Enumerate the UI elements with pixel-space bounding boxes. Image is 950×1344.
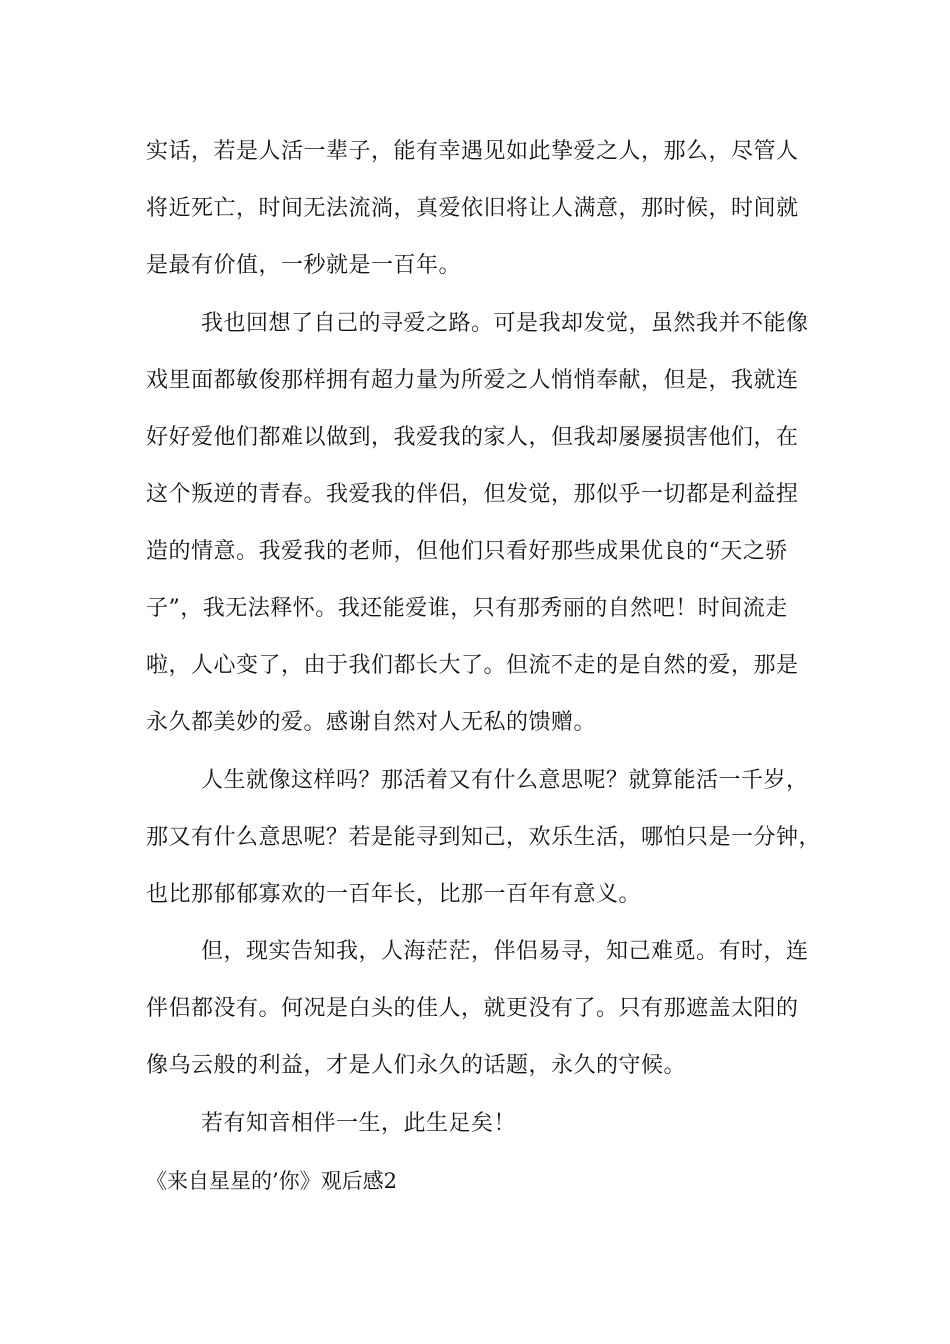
paragraph-4-line-1: 但，现实告知我，人海茫茫，伴侣易寻，知己难觅。有时，连 <box>201 939 809 964</box>
paragraph-2-line-2: 戏里面都敏俊那样拥有超力量为所爱之人悄悄奉献，但是，我就连 <box>146 368 799 393</box>
paragraph-2-line-8: 永久都美妙的爱。感谢自然对人无私的馈赠。 <box>146 710 597 735</box>
paragraph-2-line-3: 好好爱他们都难以做到，我爱我的家人，但我却屡屡损害他们，在 <box>146 425 799 450</box>
paragraph-3-line-1: 人生就像这样吗？那活着又有什么意思呢？就算能活一千岁， <box>201 768 809 793</box>
paragraph-5-line-1: 若有知音相伴一生，此生足矣！ <box>201 1111 517 1136</box>
paragraph-2-line-1: 我也回想了自己的寻爱之路。可是我却发觉，虽然我并不能像 <box>201 311 809 336</box>
paragraph-4-line-3: 像乌云般的利益，才是人们永久的话题，永久的守候。 <box>146 1053 687 1078</box>
paragraph-1-line-3: 是最有价值，一秒就是一百年。 <box>146 253 462 278</box>
paragraph-3-line-2: 那又有什么意思呢？若是能寻到知己，欢乐生活，哪怕只是一分钟， <box>146 825 822 850</box>
section-heading: 《来自星星的’你》观后感2 <box>146 1169 398 1193</box>
paragraph-3-line-3: 也比那郁郁寡欢的一百年长，比那一百年有意义。 <box>146 882 642 907</box>
paragraph-2-line-7: 啦，人心变了，由于我们都长大了。但流不走的是自然的爱，那是 <box>146 653 799 678</box>
paragraph-1-line-2: 将近死亡，时间无法流淌，真爱依旧将让人满意，那时候，时间就 <box>146 196 799 221</box>
paragraph-2-line-6: 子”，我无法释怀。我还能爱谁，只有那秀丽的自然吧！时间流走 <box>146 596 788 621</box>
paragraph-4-line-2: 伴侣都没有。何况是白头的佳人，就更没有了。只有那遮盖太阳的 <box>146 996 799 1021</box>
paragraph-2-line-5: 造的情意。我爱我的老师，但他们只看好那些成果优良的“天之骄 <box>146 539 788 564</box>
paragraph-1-line-1: 实话，若是人活一辈子，能有幸遇见如此挚爱之人，那么，尽管人 <box>146 139 799 164</box>
paragraph-2-line-4: 这个叛逆的青春。我爱我的伴侣，但发觉，那似乎一切都是利益捏 <box>146 482 799 507</box>
